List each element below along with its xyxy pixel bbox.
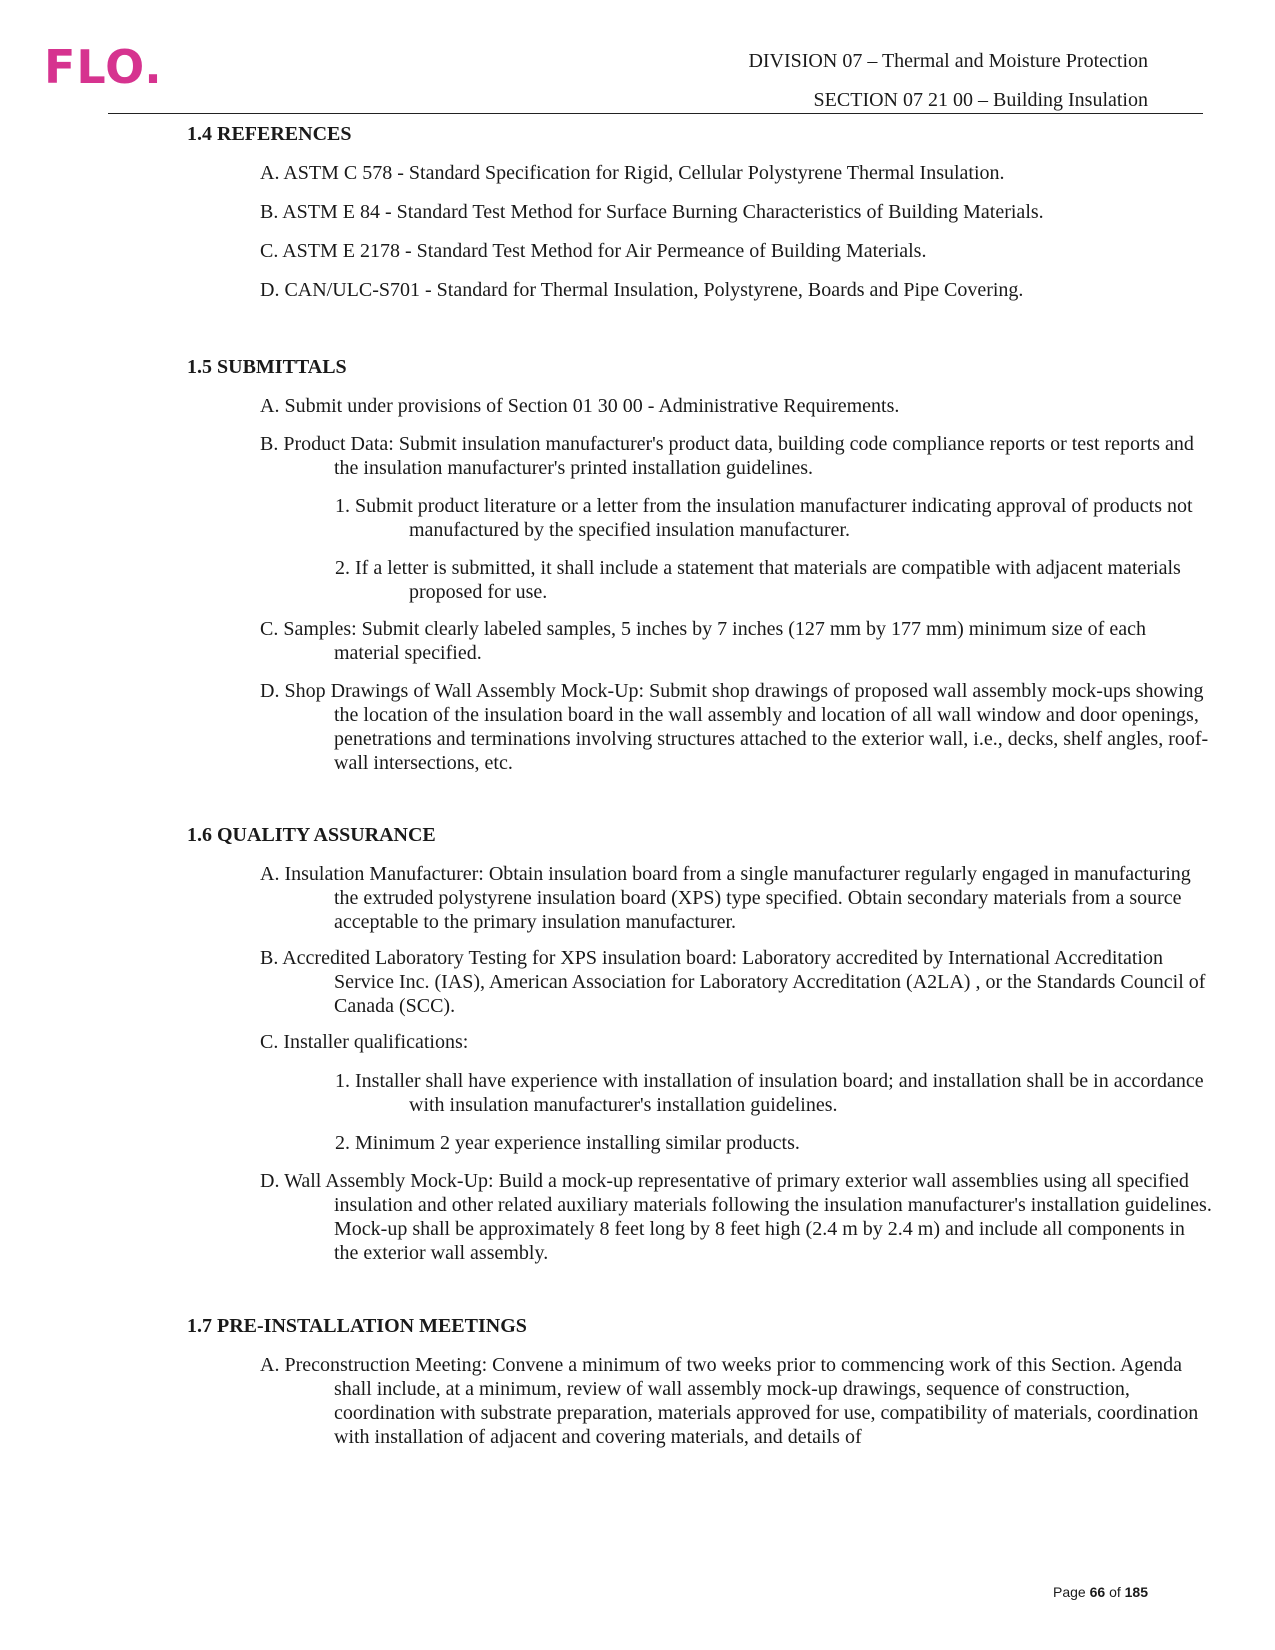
section-heading-references: 1.4 REFERENCES [187, 123, 352, 145]
of-label: of [1109, 1584, 1121, 1600]
submittal-subitem-b2: 2. If a letter is submitted, it shall include a statement that materials are compatible with adjacent materials proposed for use. [335, 557, 1181, 603]
reference-item-a: A. ASTM C 578 - Standard Specification for Rigid, Cellular Polystyrene Thermal Insulation. [260, 162, 1005, 184]
page-total: 185 [1124, 1584, 1148, 1600]
meeting-item-a: A. Preconstruction Meeting: Convene a minimum of two weeks prior to commencing work of this Section. Agenda shall include, at a minimum, review of wall assembly mock-up drawings, sequence of construction, coordination with substrate preparation, materials approved for use, compatibility of materials, coordination with installation of adjacent and covering materials, and details of [260, 1354, 1199, 1448]
qa-item-b: B. Accredited Laboratory Testing for XPS insulation board: Laboratory accredited by International Accreditation Service Inc. (IAS), American Association for Laboratory Accreditation (A2LA) , or the Standards Council of Canada (SCC). [260, 947, 1206, 1017]
qa-item-d: D. Wall Assembly Mock-Up: Build a mock-up representative of primary exterior wall assemblies using all specified insulation and other related auxiliary materials following the insulation manufacturer's installation guidelines. Mock-up shall be approximately 8 feet long by 8 feet high (2.4 m by 2.4 m) and include all components in the exterior wall assembly. [260, 1170, 1212, 1264]
qa-subitem-c2: 2. Minimum 2 year experience installing similar products. [335, 1132, 800, 1154]
submittal-subitem-b1: 1. Submit product literature or a letter from the insulation manufacturer indicating approval of products not manufactured by the specified insulation manufacturer. [335, 495, 1193, 541]
qa-item-a: A. Insulation Manufacturer: Obtain insulation board from a single manufacturer regularly engaged in manufacturing the extruded polystyrene insulation board (XPS) type specified. Obtain secondary materials from a source acceptable to the primary insulation manufacturer. [260, 863, 1191, 933]
reference-item-b: B. ASTM E 84 - Standard Test Method for Surface Burning Characteristics of Building Materials. [260, 201, 1044, 223]
page-footer [1053, 1584, 1148, 1600]
header-rule [108, 113, 1203, 114]
reference-item-d: D. CAN/ULC-S701 - Standard for Thermal Insulation, Polystyrene, Boards and Pipe Covering. [260, 279, 1024, 301]
section-heading-quality-assurance: 1.6 QUALITY ASSURANCE [187, 824, 436, 846]
page-label: Page [1053, 1584, 1086, 1600]
submittal-item-b: B. Product Data: Submit insulation manufacturer's product data, building code compliance reports or test reports and the insulation manufacturer's printed installation guidelines. [260, 433, 1194, 479]
submittal-item-d: D. Shop Drawings of Wall Assembly Mock-Up: Submit shop drawings of proposed wall assembly mock-ups showing the location of the insulation board in the wall assembly and location of all wall window and door openings, penetrations and terminations involving structures attached to the exterior wall, i.e., decks, shelf angles, roof-wall intersections, etc. [260, 680, 1209, 774]
section-heading-pre-installation: 1.7 PRE-INSTALLATION MEETINGS [187, 1315, 527, 1337]
qa-item-c: C. Installer qualifications: [260, 1031, 469, 1053]
section-heading-submittals: 1.5 SUBMITTALS [187, 356, 347, 378]
qa-subitem-c1: 1. Installer shall have experience with installation of insulation board; and installation shall be in accordance with insulation manufacturer's installation guidelines. [335, 1070, 1204, 1116]
page-number: 66 [1089, 1584, 1106, 1600]
logo-text: FLO. [44, 40, 163, 94]
flo-logo [44, 40, 163, 94]
division-title: DIVISION 07 – Thermal and Moisture Protection [748, 50, 1148, 72]
page-header [748, 42, 1148, 120]
reference-item-c: C. ASTM E 2178 - Standard Test Method for Air Permeance of Building Materials. [260, 240, 927, 262]
submittal-item-a: A. Submit under provisions of Section 01 30 00 - Administrative Requirements. [260, 395, 900, 417]
section-title: SECTION 07 21 00 – Building Insulation [813, 89, 1148, 111]
submittal-item-c: C. Samples: Submit clearly labeled samples, 5 inches by 7 inches (127 mm by 177 mm) minimum size of each material specified. [260, 618, 1146, 664]
